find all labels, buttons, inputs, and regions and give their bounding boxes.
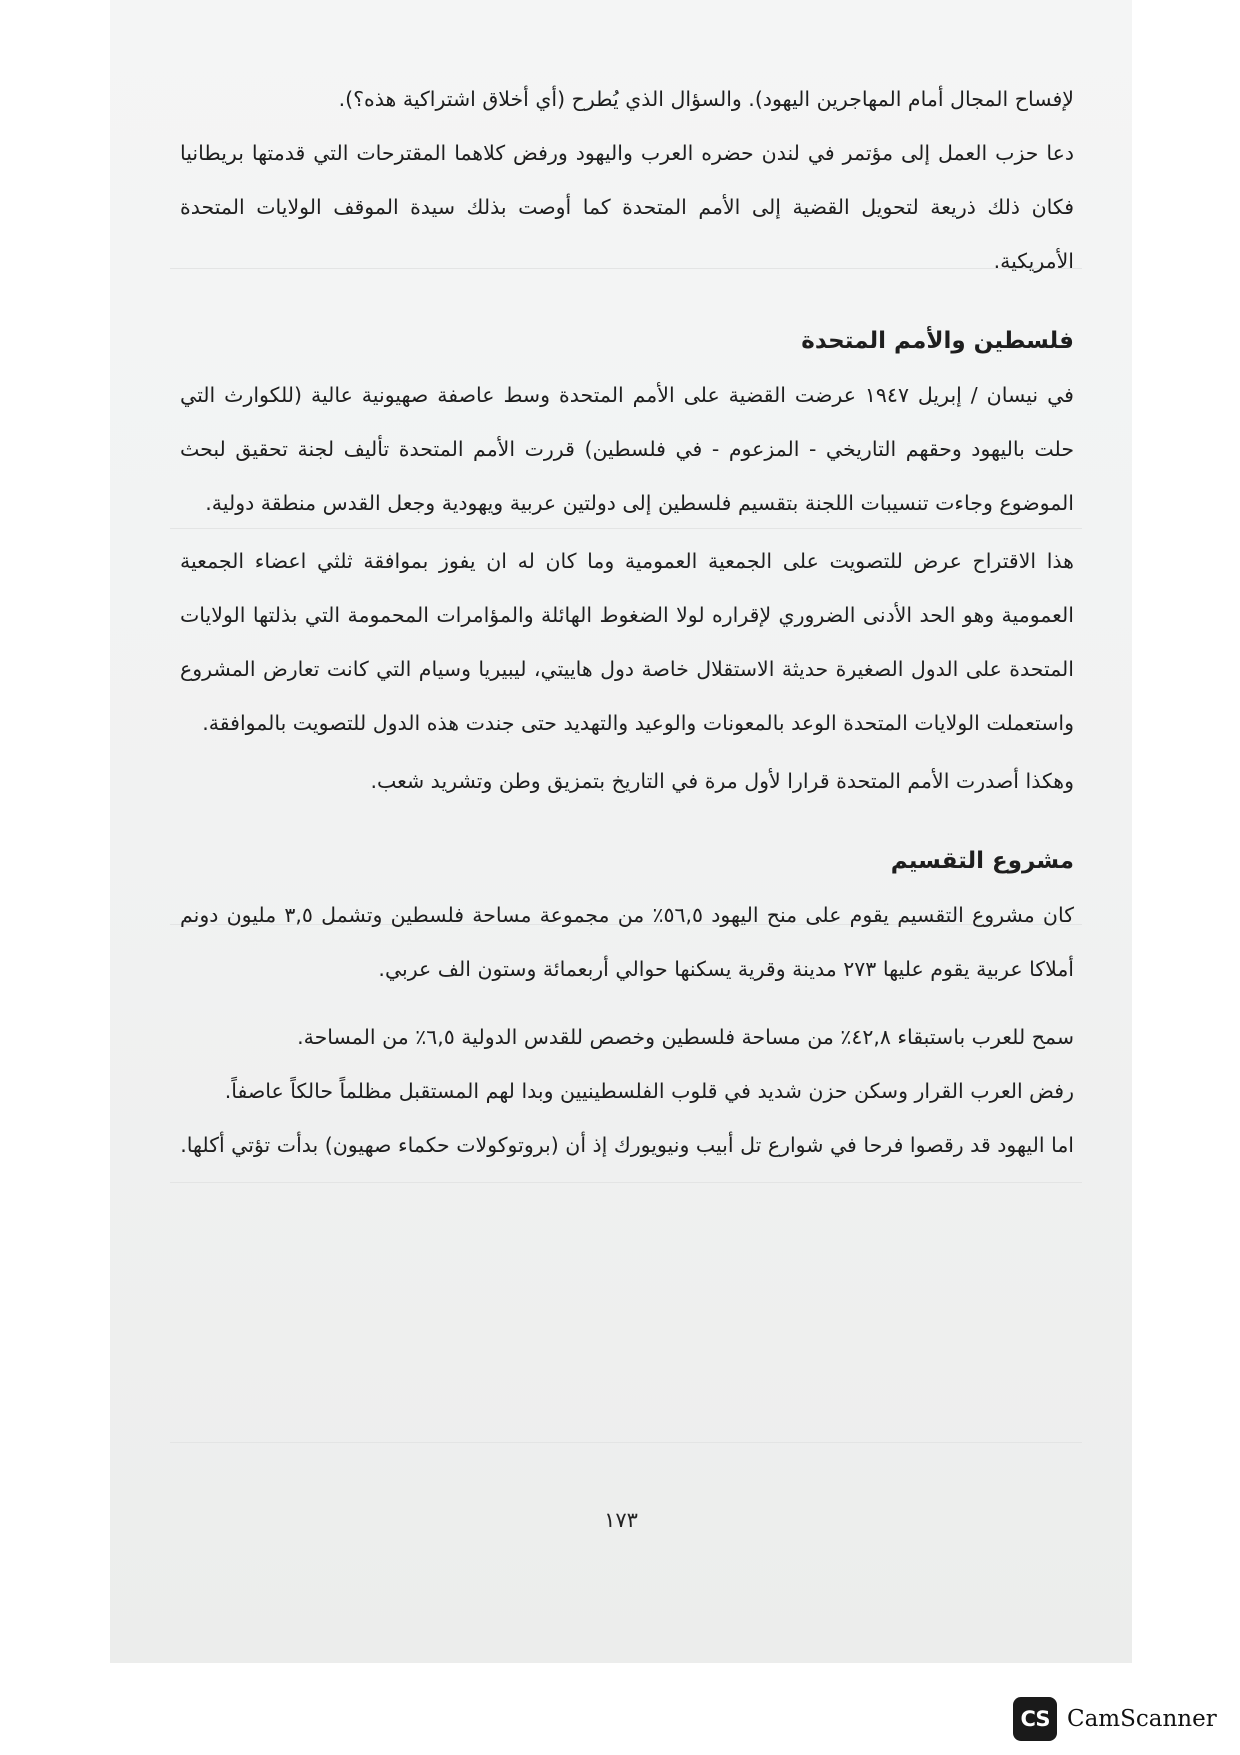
bleed-through-line <box>170 1182 1082 1183</box>
paragraph-arab-share: سمح للعرب باستبقاء ٤٢,٨٪ من مساحة فلسطين وخصص للقدس الدولية ٦,٥٪ من المساحة. <box>297 1025 1074 1049</box>
paragraph-arab-rejection: رفض العرب القرار وسكن حزن شديد في قلوب الفلسطينيين وبدا لهم المستقبل مظلماً حالكاً عاصفاً. <box>224 1079 1074 1103</box>
camscanner-logo-icon: CS <box>1013 1697 1057 1741</box>
paragraph-vote: هذا الاقتراح عرض للتصويت على الجمعية العمومية وما كان له ان يفوز بموافقة ثلثي اعضاء الجمعية العمومية وهو الحد الأدنى الضروري لإقراره لولا الضغوط الهائلة والمؤامرات المحمومة التي بذلتها الولايات المتحدة على الدول الصغيرة حديثة الاستقلال خاصة دول هاييتي، ليبيريا وسيام التي كانت تعارض المشروع واستعملت الولايات المتحدة الوعد بالمعونات والوعيد والتهديد حتى جندت هذه الدول للتصويت بالموافقة. <box>180 549 1074 735</box>
paragraph-jewish-celebration: اما اليهود قد رقصوا فرحا في شوارع تل أبيب ونيويورك إذ أن (بروتوكولات حكماء صهيون) بدأت تؤتي أكلها. <box>180 1133 1074 1157</box>
camscanner-watermark <box>1013 1697 1217 1741</box>
intro-paragraph-1: لإفساح المجال أمام المهاجرين اليهود). والسؤال الذي يُطرح (أي أخلاق اشتراكية هذه؟). <box>338 87 1074 111</box>
scanned-page <box>110 0 1132 1663</box>
page-number: ١٧٣ <box>604 1508 638 1532</box>
body-text <box>180 72 1074 1172</box>
bleed-through-line <box>170 1442 1082 1443</box>
paragraph-un-1947: في نيسان / إبريل ١٩٤٧ عرضت القضية على الأمم المتحدة وسط عاصفة صهيونية عالية (للكوارث التي حلت باليهود وحقهم التاريخي - المزعوم - في فلسطين) قررت الأمم المتحدة تأليف لجنة تحقيق لبحث الموضوع وجاءت تنسيبات اللجنة بتقسيم فلسطين إلى دولتين عربية ويهودية وجعل القدس منطقة دولية. <box>180 383 1074 515</box>
section-heading-palestine-un: فلسطين والأمم المتحدة <box>801 328 1074 354</box>
intro-paragraph-2: دعا حزب العمل إلى مؤتمر في لندن حضره العرب واليهود ورفض كلاهما المقترحات التي قدمتها بريطانيا فكان ذلك ذريعة لتحويل القضية إلى الأمم المتحدة كما أوصت بذلك سيدة الموقف الولايات المتحدة الأمريكية. <box>180 141 1074 273</box>
paragraph-resolution: وهكذا أصدرت الأمم المتحدة قرارا لأول مرة في التاريخ بتمزيق وطن وتشريد شعب. <box>370 769 1074 793</box>
section-heading-partition: مشروع التقسيم <box>890 848 1074 874</box>
paragraph-partition-plan: كان مشروع التقسيم يقوم على منح اليهود ٥٦,٥٪ من مجموعة مساحة فلسطين وتشمل ٣,٥ مليون دونم أملاكا عربية يقوم عليها ٢٧٣ مدينة وقرية يسكنها حوالي أربعمائة وستون الف عربي. <box>180 903 1074 981</box>
camscanner-label: CamScanner <box>1067 1706 1217 1732</box>
